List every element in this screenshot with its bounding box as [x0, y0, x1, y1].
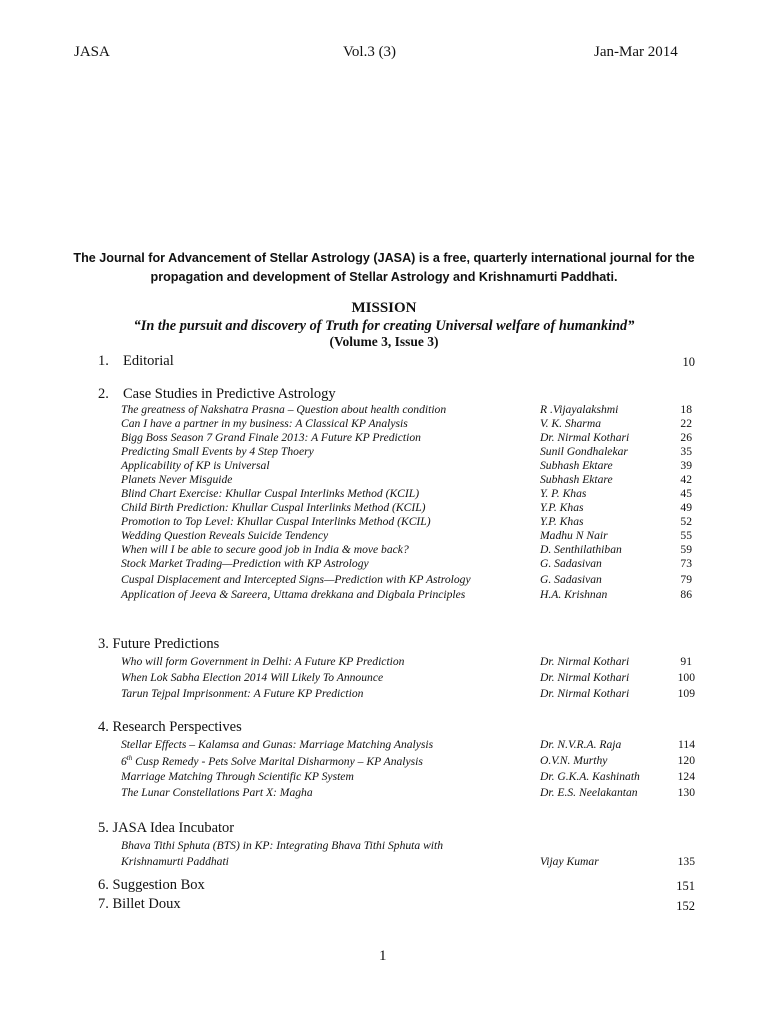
section-title: 3. Future Predictions	[98, 636, 220, 652]
section-title: 4. Research Perspectives	[98, 719, 242, 735]
toc-entry	[121, 487, 695, 501]
article-title: Tarun Tejpal Imprisonment: A Future KP Prediction	[121, 687, 364, 700]
toc-entry	[121, 754, 695, 768]
toc-entry	[121, 431, 695, 445]
issue-date: Jan-Mar 2014	[594, 44, 678, 60]
article-author: G. Sadasivan	[540, 557, 602, 570]
toc-entry	[121, 459, 695, 473]
article-title: Krishnamurti Paddhati	[121, 855, 229, 868]
section-title: 6. Suggestion Box	[98, 877, 205, 893]
toc-entry	[121, 529, 695, 543]
article-page: 22	[680, 417, 692, 430]
article-page: 26	[680, 431, 692, 444]
article-page: 120	[677, 754, 695, 767]
toc-entry	[121, 557, 695, 571]
intro-statement: The Journal for Advancement of Stellar Astrology (JASA) is a free, quarterly international journal for the propagation and development of Stellar Astrology and Krishnamurti Paddhati.	[73, 251, 695, 284]
section-title: 5. JASA Idea Incubator	[98, 820, 235, 836]
section-page: 151	[676, 879, 695, 893]
section-billet-doux	[98, 896, 181, 913]
section-page: 152	[676, 899, 695, 913]
article-page: 86	[680, 588, 692, 601]
article-author: Madhu N Nair	[540, 529, 608, 542]
article-title: Applicability of KP is Universal	[121, 459, 270, 472]
article-page: 135	[677, 855, 695, 868]
article-title: Predicting Small Events by 4 Step Thoery	[121, 445, 314, 458]
article-title: Stellar Effects – Kalamsa and Gunas: Marriage Matching Analysis	[121, 738, 434, 751]
issue-label: (Volume 3, Issue 3)	[329, 334, 439, 349]
toc-entry	[121, 417, 695, 431]
article-author: V. K. Sharma	[540, 417, 601, 430]
article-author: O.V.N. Murthy	[540, 754, 608, 767]
article-author: Dr. Nirmal Kothari	[540, 431, 630, 444]
section-number: 2.	[98, 386, 109, 402]
article-title: Blind Chart Exercise: Khullar Cuspal Interlinks Method (KCIL)	[121, 487, 420, 500]
article-author: Subhash Ektare	[540, 459, 613, 472]
article-title: The greatness of Nakshatra Prasna – Question about health condition	[121, 403, 447, 416]
article-author: H.A. Krishnan	[540, 588, 608, 601]
article-page: 59	[680, 543, 692, 556]
article-page: 79	[680, 573, 692, 586]
article-title: Bhava Tithi Sphuta (BTS) in KP: Integrating Bhava Tithi Sphuta with	[121, 839, 444, 852]
toc-entry	[121, 445, 695, 459]
article-title: Cuspal Displacement and Intercepted Signs—Prediction with KP Astrology	[121, 573, 471, 586]
toc-entry	[121, 855, 695, 869]
article-page: 52	[680, 515, 692, 528]
article-title: The Lunar Constellations Part X: Magha	[121, 786, 313, 799]
article-page: 91	[680, 655, 692, 668]
section-suggestion-box	[98, 877, 205, 894]
article-title: Promotion to Top Level: Khullar Cuspal Interlinks Method (KCIL)	[121, 515, 431, 528]
toc-entry	[121, 786, 695, 800]
article-title: 6th Cusp Remedy - Pets Solve Marital Disharmony – KP Analysis	[121, 754, 423, 768]
article-author: Dr. G.K.A. Kashinath	[540, 770, 640, 783]
toc-entry	[121, 501, 695, 515]
section-research-perspectives	[98, 719, 242, 736]
article-title: Bigg Boss Season 7 Grand Finale 2013: A Future KP Prediction	[121, 431, 421, 444]
article-author: Y.P. Khas	[540, 515, 584, 528]
section-title: Case Studies in Predictive Astrology	[123, 386, 336, 402]
toc-entry	[121, 839, 695, 853]
article-page: 114	[678, 738, 695, 751]
article-title: Marriage Matching Through Scientific KP System	[121, 770, 354, 783]
article-page: 73	[680, 557, 692, 570]
section-title: 7. Billet Doux	[98, 896, 181, 912]
toc-entry	[121, 515, 695, 529]
article-page: 49	[680, 501, 692, 514]
mission-quote: “In the pursuit and discovery of Truth for creating Universal welfare of humankind”	[133, 318, 635, 334]
article-author: Subhash Ektare	[540, 473, 613, 486]
article-page: 130	[677, 786, 695, 799]
article-page: 45	[680, 487, 692, 500]
toc-entry	[121, 770, 695, 784]
section-page: 10	[682, 355, 695, 369]
toc-entry	[121, 687, 695, 701]
article-author: Dr. Nirmal Kothari	[540, 655, 630, 668]
article-author: Sunil Gondhalekar	[540, 445, 628, 458]
article-author: Dr. Nirmal Kothari	[540, 687, 630, 700]
article-page: 42	[680, 473, 692, 486]
article-title: Planets Never Misguide	[121, 473, 233, 486]
article-author: Vijay Kumar	[540, 855, 599, 868]
toc-entry	[121, 738, 695, 752]
article-author: R .Vijayalakshmi	[540, 403, 619, 416]
article-title: Can I have a partner in my business: A Classical KP Analysis	[121, 417, 408, 430]
article-title: When Lok Sabha Election 2014 Will Likely To Announce	[121, 671, 384, 684]
volume-label: Vol.3 (3)	[343, 44, 397, 60]
section-title: Editorial	[123, 353, 174, 369]
toc-entry	[121, 655, 695, 669]
section-future-predictions	[98, 636, 219, 653]
journal-abbrev: JASA	[74, 44, 110, 60]
toc-entry	[121, 671, 695, 685]
article-title: Stock Market Trading—Prediction with KP Astrology	[121, 557, 369, 570]
article-author: Dr. N.V.R.A. Raja	[540, 738, 622, 751]
article-title: Who will form Government in Delhi: A Future KP Prediction	[121, 655, 405, 668]
article-author: Y. P. Khas	[540, 487, 587, 500]
mission-title: MISSION	[351, 300, 417, 316]
article-author: Dr. Nirmal Kothari	[540, 671, 630, 684]
section-number: 1.	[98, 353, 109, 369]
article-author: D. Senthilathiban	[540, 543, 622, 556]
article-title: Wedding Question Reveals Suicide Tendency	[121, 529, 329, 542]
article-title: When will I be able to secure good job in India & move back?	[121, 543, 409, 556]
article-page: 124	[677, 770, 695, 783]
article-page: 55	[680, 529, 692, 542]
article-page: 18	[680, 403, 692, 416]
article-author: Dr. E.S. Neelakantan	[540, 786, 638, 799]
article-page: 109	[677, 687, 695, 700]
toc-entry	[121, 573, 695, 587]
toc-entry	[121, 588, 695, 602]
article-title: Application of Jeeva & Sareera, Uttama drekkana and Digbala Principles	[121, 588, 466, 601]
article-page: 35	[680, 445, 692, 458]
article-page: 39	[680, 459, 692, 472]
page-number: 1	[379, 948, 387, 964]
section-idea-incubator	[98, 820, 234, 837]
article-title: Child Birth Prediction: Khullar Cuspal Interlinks Method (KCIL)	[121, 501, 426, 514]
article-author: G. Sadasivan	[540, 573, 602, 586]
toc-entry	[121, 473, 695, 487]
toc-entry	[121, 403, 695, 417]
article-page: 100	[677, 671, 695, 684]
article-author: Y.P. Khas	[540, 501, 584, 514]
toc-entry	[121, 543, 695, 557]
